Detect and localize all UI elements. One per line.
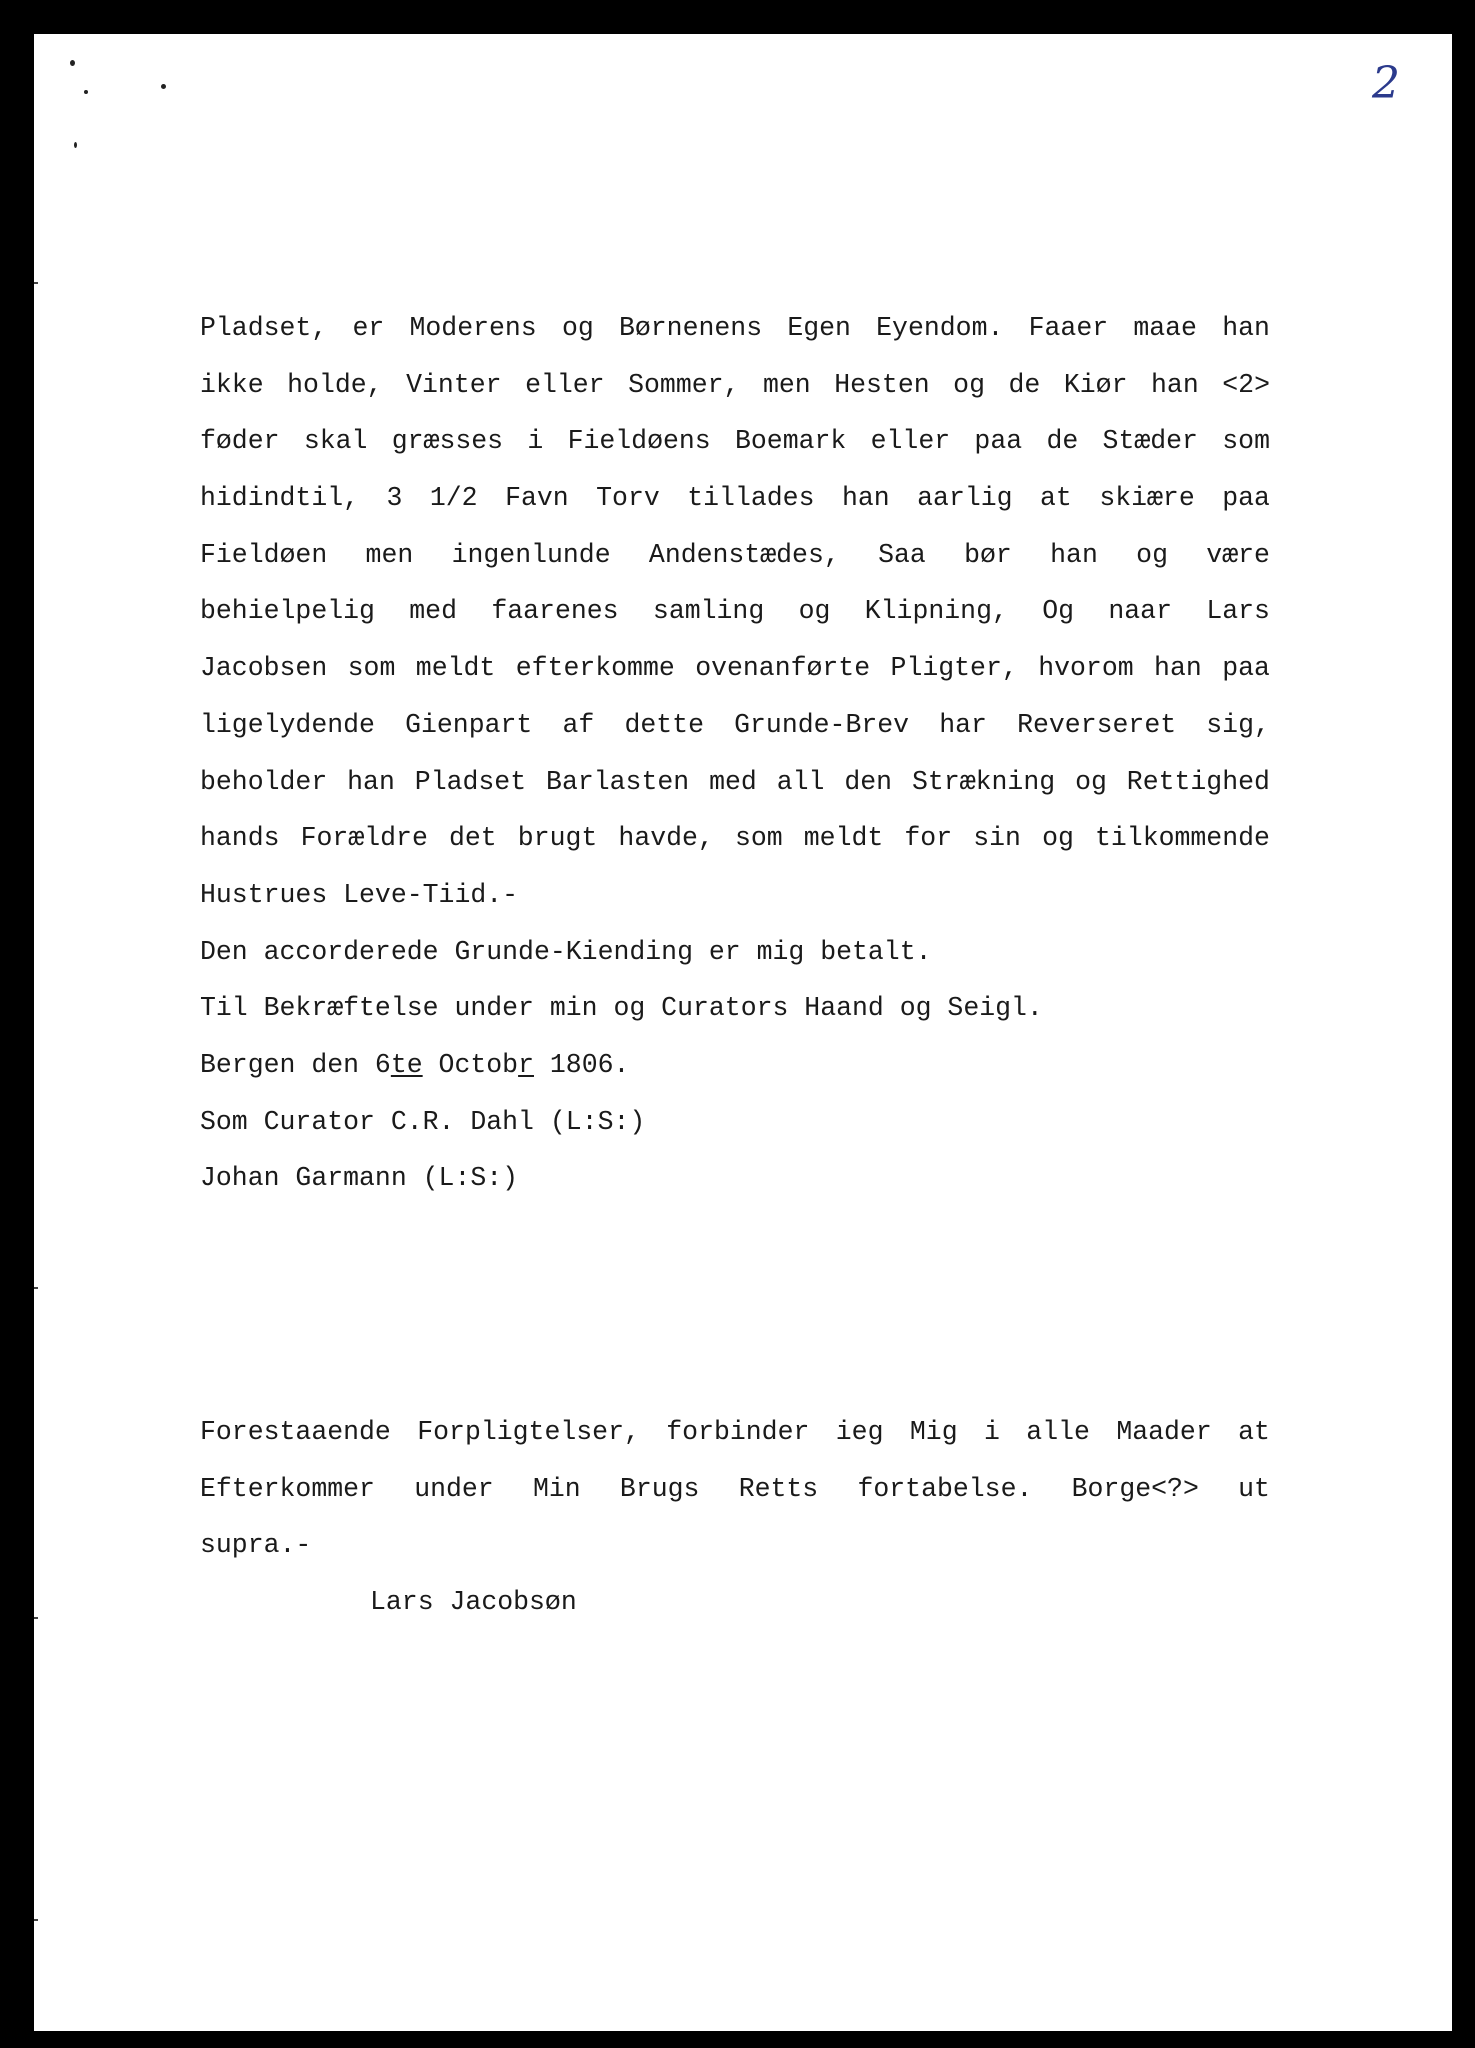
word: Stæder (1102, 426, 1198, 457)
text-line: Til Bekræftelse under min og Curators Haand og Seigl. (200, 993, 1043, 1024)
word: ikke (200, 369, 264, 400)
word: Vinter (406, 369, 502, 400)
word: Fieldøens (567, 426, 711, 457)
text-line (200, 754, 1270, 811)
text-line (200, 300, 1270, 357)
text-line (200, 640, 1270, 697)
word: i (984, 1417, 1000, 1447)
word: og (1075, 766, 1107, 797)
word: Retts (738, 1473, 819, 1504)
signature-line: Johan Garmann (L:S:) (200, 1163, 519, 1194)
word: Fieldøen (200, 539, 328, 570)
word: Reverseret (1017, 709, 1177, 740)
signature-line: Som Curator C.R. Dahl (L:S:) (200, 1106, 646, 1137)
word: Jacobsen (200, 653, 328, 684)
word: Moderens (409, 313, 537, 343)
word: hidindtil, (200, 483, 360, 514)
word: Brugs (619, 1473, 700, 1504)
word: og (798, 596, 831, 627)
word: han (841, 483, 890, 514)
word: ovenanførte (695, 653, 871, 684)
edge-tick (34, 282, 38, 284)
word: Gienpart (405, 709, 533, 740)
word: at (1238, 1417, 1270, 1447)
word: sig, (1206, 709, 1270, 740)
word: eller (870, 426, 951, 457)
word: ligelydende (200, 709, 375, 740)
word: Forældre (300, 823, 428, 854)
scan-speck (161, 84, 166, 89)
word: Forestaaende (200, 1417, 391, 1447)
date-ordinal: te (390, 1049, 423, 1080)
word: meldt (803, 823, 884, 854)
word: naar (1108, 596, 1172, 627)
word: med (709, 766, 757, 797)
word: 3 (386, 483, 403, 514)
word: for (904, 823, 953, 854)
word: forbinder (666, 1417, 810, 1447)
word: Hesten (834, 369, 930, 400)
text-line (200, 357, 1270, 414)
word: aarlig (917, 483, 1013, 514)
date-month-suffix: r (518, 1049, 534, 1080)
word: Egen (787, 313, 851, 343)
word: Favn (505, 483, 569, 514)
word: Eyendom. (876, 313, 1004, 343)
word: Min (532, 1473, 581, 1504)
word: han (1050, 539, 1098, 570)
word: Rettighed (1126, 766, 1270, 797)
word: Børnenens (618, 313, 763, 343)
word: de (1008, 369, 1041, 400)
word: Mig (909, 1417, 958, 1447)
date-month: Octob (422, 1049, 519, 1080)
text-line (200, 1404, 1270, 1461)
word: hands (200, 823, 280, 854)
word: ut (1238, 1473, 1270, 1504)
word: har (939, 709, 987, 740)
word: og (561, 313, 594, 343)
word: føder (200, 426, 280, 457)
word: han (1222, 313, 1270, 343)
word: den (844, 766, 893, 797)
word: Pladset, (200, 313, 328, 343)
word: Strækning (912, 766, 1056, 797)
text-line (200, 413, 1270, 470)
word: paa (974, 426, 1023, 457)
word: Torv (596, 483, 660, 514)
handwritten-page-number: 2 (1372, 58, 1400, 109)
date-year: 1806. (533, 1049, 630, 1080)
word: ieg (835, 1417, 884, 1447)
text-line: Den accorderede Grunde-Kiending er mig betalt. (200, 936, 932, 967)
text-line (200, 583, 1270, 640)
word: under (414, 1473, 494, 1504)
word: og (953, 369, 985, 400)
word: i (527, 426, 544, 457)
text-line (200, 1461, 1270, 1518)
word: er (352, 313, 385, 343)
word: han (1154, 653, 1202, 684)
scan-speck (84, 90, 88, 94)
word: men (365, 539, 414, 570)
word: græsses (391, 426, 504, 457)
word: det (448, 823, 497, 854)
word: fortabelse. (857, 1473, 1033, 1504)
word: dette (624, 709, 704, 740)
word: med (409, 596, 457, 627)
word: som (1222, 426, 1270, 457)
text-line (200, 470, 1270, 527)
word: meldt (415, 653, 496, 684)
word: skiære (1099, 483, 1195, 514)
text-line: supra.- (200, 1530, 312, 1561)
word: hvorom (1038, 653, 1134, 684)
word: samling (652, 596, 765, 627)
word: Efterkommer (200, 1473, 375, 1504)
word: Boemark (734, 426, 847, 457)
word: Kiør (1063, 369, 1128, 400)
word: Pligter, (890, 653, 1018, 684)
word: beholder (200, 766, 328, 797)
word: Pladset (414, 766, 527, 797)
word: eller (525, 369, 605, 400)
word: Faaer (1028, 313, 1109, 343)
word: bør (964, 539, 1012, 570)
edge-tick (34, 1919, 38, 1921)
word: og (1136, 539, 1168, 570)
date-line (200, 1037, 1270, 1094)
edge-tick (34, 1287, 38, 1289)
word: Saa (878, 539, 926, 570)
word: ingenlunde (451, 539, 611, 570)
document-page (34, 34, 1452, 2031)
word: han (347, 766, 395, 797)
word: tilkommende (1094, 823, 1270, 854)
final-signature: Lars Jacobsøn (370, 1587, 577, 1618)
word: <2> (1222, 369, 1270, 400)
main-paragraph (200, 300, 1270, 1207)
text-line (200, 527, 1270, 584)
word: all (776, 766, 825, 797)
word: holde, (287, 369, 383, 400)
word: Lars (1206, 596, 1270, 627)
word: og (1042, 823, 1074, 854)
text-line (200, 810, 1270, 867)
word: havde, (618, 823, 714, 854)
word: Og (1042, 596, 1075, 627)
word: paa (1222, 483, 1270, 514)
word: tillades (687, 483, 815, 514)
date-prefix: Bergen den 6 (200, 1049, 391, 1080)
word: være (1206, 539, 1270, 570)
word: af (562, 709, 595, 740)
word: 1/2 (429, 483, 478, 514)
word: Borge<?> (1071, 1473, 1199, 1504)
word: som (734, 823, 783, 854)
word: Maader (1116, 1417, 1212, 1447)
word: de (1046, 426, 1079, 457)
word: brugt (517, 823, 598, 854)
word: faarenes (491, 596, 619, 627)
obligation-paragraph (200, 1404, 1270, 1631)
word: Sommer, (628, 369, 740, 400)
word: Andenstædes, (648, 539, 840, 570)
word: sin (973, 823, 1021, 854)
scan-speck (70, 60, 75, 66)
word: han (1151, 369, 1199, 400)
word: alle (1026, 1417, 1090, 1447)
word: Grunde-Brev (734, 709, 910, 740)
word: skal (303, 426, 368, 457)
word: Barlasten (546, 766, 690, 797)
word: men (762, 369, 811, 400)
word: Forpligtelser, (417, 1417, 640, 1447)
word: efterkomme (515, 653, 675, 684)
word: maae (1133, 313, 1197, 343)
edge-tick (34, 1617, 38, 1619)
word: at (1040, 483, 1072, 514)
word: Klipning, (864, 596, 1008, 627)
text-line (200, 697, 1270, 754)
text-line: Hustrues Leve-Tiid.- (200, 879, 519, 910)
word: som (347, 653, 396, 684)
scan-speck (74, 142, 77, 148)
word: paa (1222, 653, 1270, 684)
word: behielpelig (200, 596, 375, 627)
